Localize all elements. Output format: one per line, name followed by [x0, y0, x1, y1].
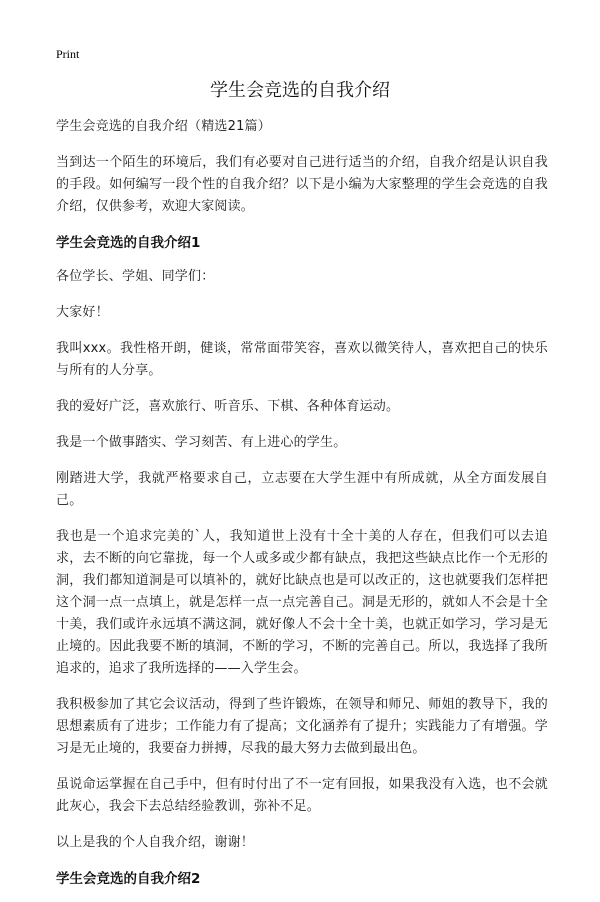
- article-body: [56, 116, 548, 902]
- paragraph: 我叫xxx。我性格开朗，健谈，常常面带笑容，喜欢以微笑待人，喜欢把自己的快乐与所有的人分享。: [56, 341, 548, 378]
- intro-paragraph: 当到达一个陌生的环境后，我们有必要对自己进行适当的介绍，自我介绍是认识自我的手段。如何编写一段个性的自我介绍？以下是小编为大家整理的学生会竞选的自我介绍，仅供参考，欢迎大家阅读。: [56, 155, 548, 214]
- paragraph: 以上是我的个人自我介绍，谢谢！: [56, 835, 255, 850]
- subtitle: 学生会竞选的自我介绍（精选21篇）: [56, 119, 271, 134]
- section-heading-1: 学生会竞选的自我介绍1: [56, 235, 201, 251]
- paragraph: 我是一个做事踏实、学习刻苦、有上进心的学生。: [56, 435, 347, 450]
- paragraph: 我也是一个追求完美的`人，我知道世上没有十全十美的人存在，但我们可以去追求，去不断的向它靠拢，每一个人或多或少都有缺点，我把这些缺点比作一个无形的洞，我们都知道洞是可以填补的，就好比缺点也是可以改正的，这也就要我们怎样把这个洞一点一点填上，就是怎样一点一点完善自己。洞是无形的，就如人不会是十全十美，我们或许永远填不满这洞，就好像人不会十全十美，也就正如学习，学习是无止境的。因此我要不断的填洞，不断的学习，不断的完善自己。所以，我选择了我所追求的，追求了我所选择的——入学生会。: [56, 529, 548, 676]
- section-heading-2: 学生会竞选的自我介绍2: [56, 871, 201, 887]
- paragraph: 虽说命运掌握在自己手中，但有时付出了不一定有回报，如果我没有入选，也不会就此灰心，我会下去总结经验教训，弥补不足。: [56, 777, 548, 814]
- paragraph: 刚踏进大学，我就严格要求自己，立志要在大学生涯中有所成就，从全方面发展自己。: [56, 471, 548, 508]
- paragraph: 我的爱好广泛，喜欢旅行、听音乐、下棋、各种体育运动。: [56, 399, 400, 414]
- print-link[interactable]: Print: [56, 47, 80, 61]
- paragraph: 各位学长、学姐、同学们：: [56, 269, 215, 284]
- page-title: 学生会竞选的自我介绍: [210, 80, 390, 101]
- paragraph: 我积极参加了其它会议活动，得到了些许锻炼，在领导和师兄、师姐的教导下，我的思想素质有了进步；工作能力有了提高；文化涵养有了提升；实践能力了有增强。学习是无止境的，我要奋力拼搏，尽我的最大努力去做到最出色。: [56, 697, 548, 756]
- paragraph: 大家好！: [56, 305, 109, 320]
